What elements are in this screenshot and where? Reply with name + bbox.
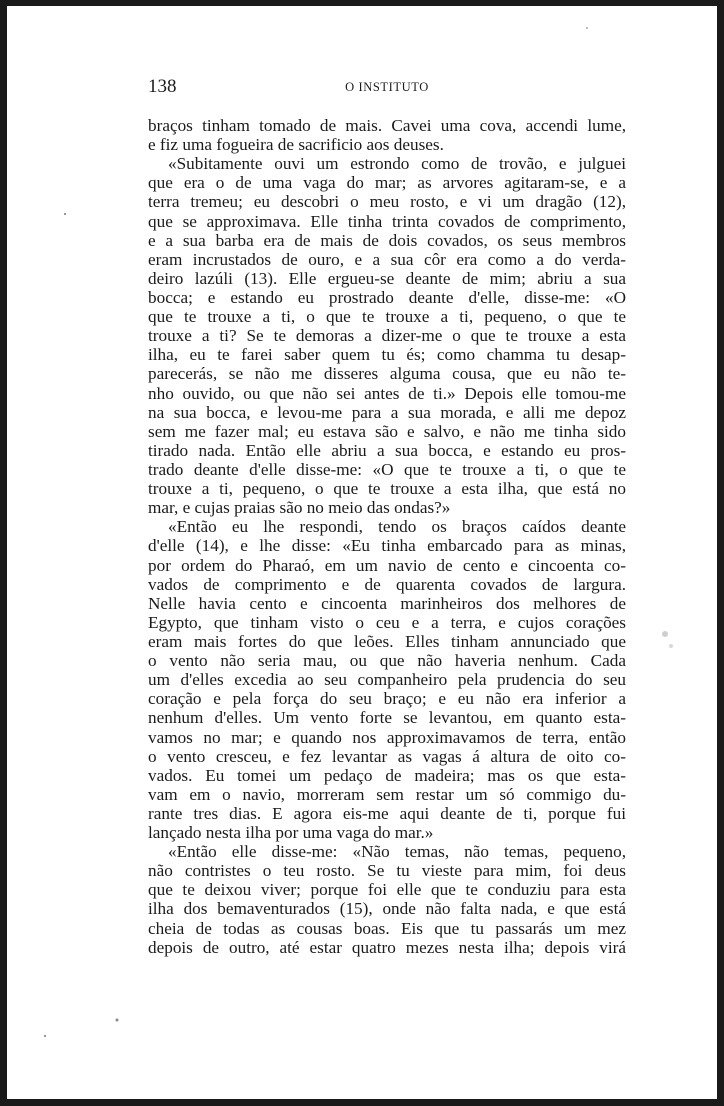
text-line: que te trouxe a ti, o que te trouxe a ti, pequeno, o que te: [148, 307, 626, 327]
text-line: «Então elle disse-me: «Não temas, não temas, pequeno,: [168, 842, 626, 862]
text-line: bocca; e estando eu prostrado deante d'elle, disse-me: «O: [148, 287, 626, 307]
text-line: na sua bocca, e levou-me para a sua morada, e alli me depoz: [148, 402, 626, 422]
text-line: ilha, eu te farei saber quem tu és; como chamma tu desap-: [148, 345, 626, 365]
text-line: que era o de uma vaga do mar; as arvores agitaram-se, e a: [148, 173, 626, 193]
text-line: eram mais fortes do que leões. Elles tinham annunciado que: [148, 631, 626, 651]
text-line: eram incrustados de ouro, e a sua côr era como a do verda-: [148, 249, 626, 269]
text-line: parecerás, se não me disseres alguma cousa, que eu não te-: [148, 364, 626, 384]
text-line: d'elle (14), e lhe disse: «Eu tinha embarcado para as minas,: [148, 536, 626, 556]
text-line: que se approximava. Elle tinha trinta covados de comprimento,: [148, 211, 626, 231]
text-line: terra tremeu; eu descobri o meu rosto, e vi um dragão (12),: [148, 192, 626, 212]
text-line: trouxe a ti? Se te demoras a dizer-me o que te trouxe a esta: [148, 326, 626, 346]
body-text: [148, 116, 626, 957]
text-line: nenhum d'elles. Um vento forte se levantou, em quanto esta-: [148, 708, 626, 728]
text-line: cheia de todas as cousas boas. Eis que tu passarás um mez: [148, 918, 626, 938]
text-line: rante tres dias. E agora eis-me aqui deante de ti, porque fui: [148, 803, 626, 823]
text-line: por ordem do Pharaó, em um navio de cento e cincoenta co-: [148, 555, 626, 575]
text-line: braços tinham tomado de mais. Cavei uma cova, accendi lume,: [148, 116, 626, 135]
text-line: ilha dos bemaventurados (15), onde não falta nada, e que está: [148, 899, 626, 919]
text-line: trouxe a ti, pequeno, o que te trouxe a esta ilha, que está no: [148, 479, 626, 499]
text-line: vam em o navio, morreram sem restar um só commigo du-: [148, 784, 626, 804]
text-line: vamos no mar; e quando nos approximavamos de terra, então: [148, 727, 626, 747]
text-line: e a sua barba era de mais de dois covados, os seus membros: [148, 230, 626, 250]
text-line: mar, e cujas praias são no meio das ondas?»: [148, 498, 451, 518]
text-line: o vento cresceu, e fez levantar as vagas á altura de oito co-: [148, 746, 626, 766]
text-line: não contristes o teu rosto. Se tu vieste para mim, foi deus: [148, 861, 626, 881]
text-line: lançado nesta ilha por uma vaga do mar.»: [148, 823, 434, 843]
text-line: «Então eu lhe respondi, tendo os braços caídos deante: [168, 517, 626, 537]
text-line: o vento não seria mau, ou que não haveria nenhum. Cada: [148, 651, 626, 671]
page-header: [148, 76, 626, 98]
text-line: Egypto, que tinham visto o ceu e a terra, e cujos corações: [148, 612, 626, 632]
text-line: deiro lazúli (13). Elle ergueu-se deante de mim; abriu a sua: [148, 268, 626, 288]
text-line: tirado nada. Então elle abriu a sua bocca, e estando eu pros-: [148, 440, 626, 460]
text-line: Nelle havia cento e cincoenta marinheiros dos melhores de: [148, 593, 626, 613]
text-line: vados. Eu tomei um pedaço de madeira; mas os que esta-: [148, 765, 626, 785]
text-line: nho ouvido, ou que não sei antes de ti.» Depois elle tomou-me: [148, 383, 626, 403]
text-line: e fiz uma fogueira de sacrificio aos deuses.: [148, 135, 444, 155]
text-line: coração e pela força do seu braço; e eu não era inferior a: [148, 689, 626, 709]
page-number: 138: [148, 76, 177, 97]
text-line: depois de outro, até estar quatro mezes nesta ilha; depois virá: [148, 937, 626, 957]
text-line: trado deante d'elle disse-me: «O que te trouxe a ti, o que te: [148, 459, 626, 479]
text-line: «Subitamente ouvi um estrondo como de trovão, e julguei: [168, 154, 626, 174]
text-line: que te deixou viver; porque foi elle que te conduziu para esta: [148, 880, 626, 900]
text-line: sem me fazer mal; eu estava são e salvo, e não me tinha sido: [148, 421, 626, 441]
text-line: um d'elles excedia ao seu companheiro pela prudencia do seu: [148, 670, 626, 690]
text-line: vados de comprimento e de quarenta covados de largura.: [148, 574, 626, 594]
running-title: O INSTITUTO: [345, 80, 429, 94]
